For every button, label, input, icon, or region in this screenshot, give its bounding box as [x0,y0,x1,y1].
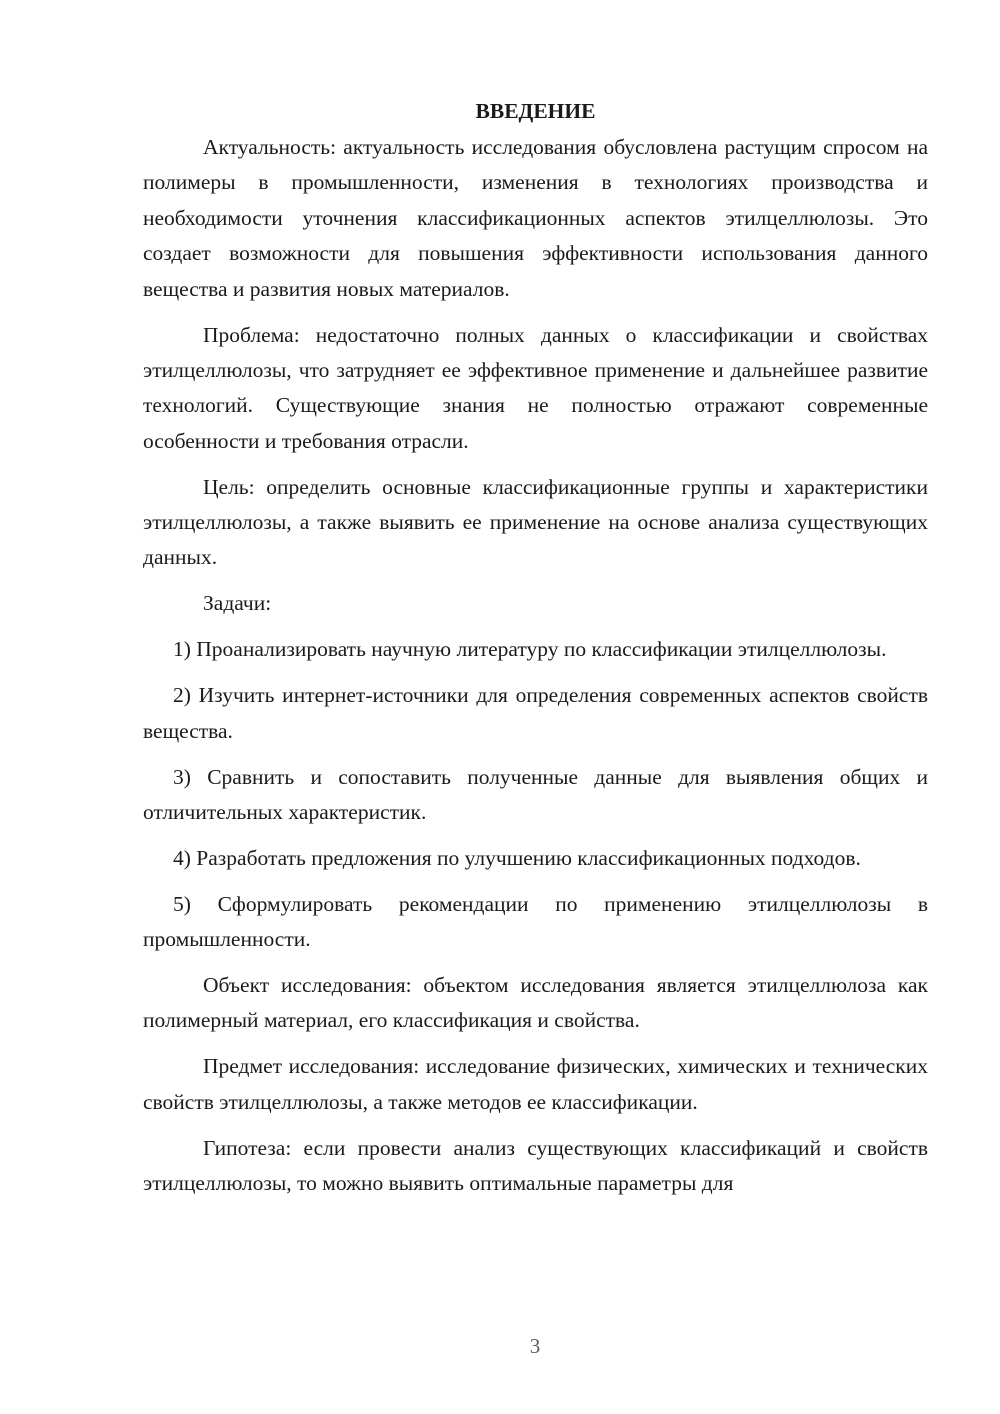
paragraph-problem: Проблема: недостаточно полных данных о классификации и свойствах этилцеллюлозы, что затрудняет ее эффективное применение и дальнейшее развитие технологий. Существующие знания не полностью отражают современные особенности и требования отрасли. [143,322,928,453]
paragraph-goal: Цель: определить основные классификационные группы и характеристики этилцеллюлозы, а также выявить ее применение на основе анализа существующих данных. [143,474,928,570]
page-number: 3 [529,1334,541,1358]
section-title: ВВЕДЕНИЕ [475,99,596,123]
paragraph-hypothesis: Гипотеза: если провести анализ существующих классификаций и свойств этилцеллюлозы, то можно выявить оптимальные параметры для [143,1135,928,1196]
task-item-2: 2) Изучить интернет-источники для определения современных аспектов свойств вещества. [143,683,928,743]
task-item-4: 4) Разработать предложения по улучшению классификационных подходов. [173,845,861,870]
task-item-5: 5) Сформулировать рекомендации по применению этилцеллюлозы в промышленности. [143,891,928,952]
document-body [143,92,928,1212]
paragraph-object: Объект исследования: объектом исследования является этилцеллюлоза как полимерный материал, его классификация и свойства. [143,973,928,1033]
task-item-1: 1) Проанализировать научную литературу по классификации этилцеллюлозы. [173,637,887,662]
task-item-3: 3) Сравнить и сопоставить полученные данные для выявления общих и отличительных характеристик. [143,764,928,824]
paragraph-relevance: Актуальность: актуальность исследования обусловлена растущим спросом на полимеры в промышленности, изменения в технологиях производства и необходимости уточнения классификационных аспектов этилцеллюлозы. Это создает возможности для повышения эффективности использования данного вещества и развития новых материалов. [143,135,928,301]
paragraph-subject: Предмет исследования: исследование физических, химических и технических свойств этилцеллюлозы, а также методов ее классификации. [143,1054,928,1114]
paragraph-tasks-heading: Задачи: [203,591,272,616]
